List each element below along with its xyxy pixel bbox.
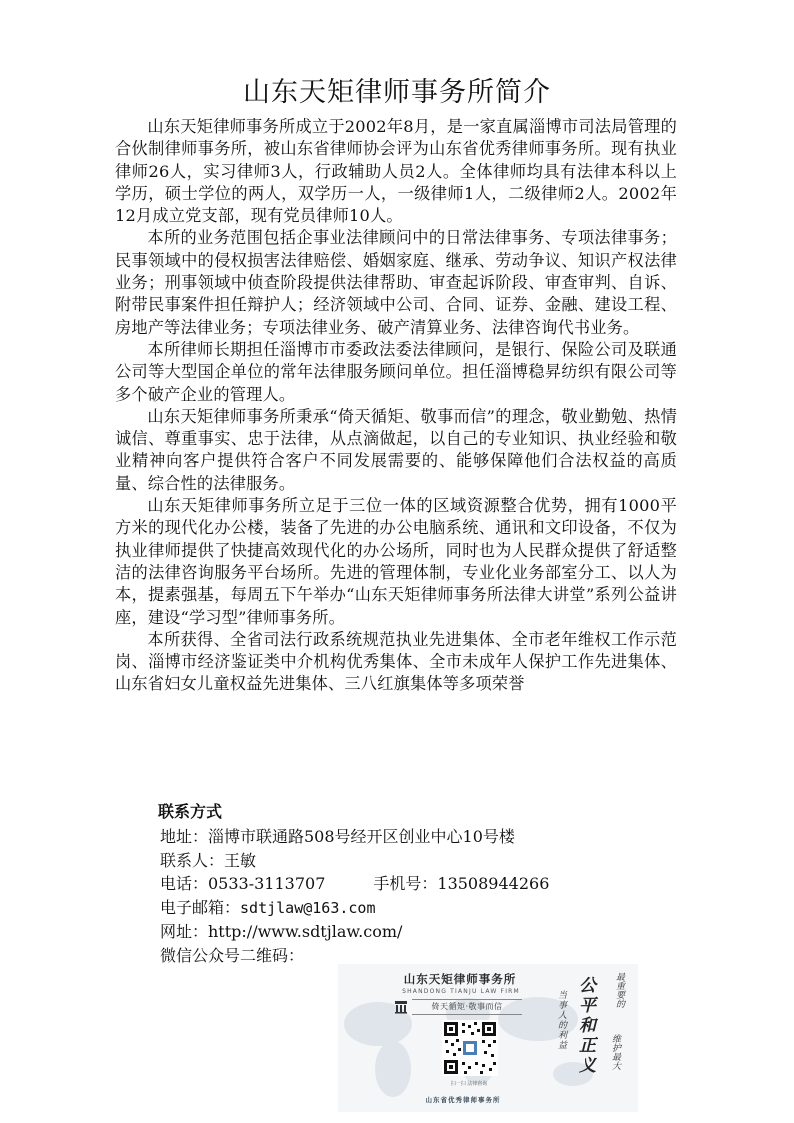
intro-body — [115, 116, 677, 696]
calligraphy-second-text: 维护最大 — [610, 1034, 620, 1070]
contact-heading: 联系方式 — [158, 802, 223, 821]
calligraphy-top-text: 最重要的 — [614, 972, 624, 1008]
page-title: 山东天矩律师事务所简介 — [243, 77, 551, 108]
paragraph-founding: 山东天矩律师事务所成立于2002年8月，是一家直属淄博市司法局管理的合伙制律师事务所，被山东省律师协会评为山东省优秀律师事务所。现有执业律师26人，实习律师3人，行政辅助人员2人。全体律师均具有法律本科以上学历，硕士学位的两人，双学历一人，一级律师1人，二级律师2人。2002年12月成立党支部，现有党员律师10人。 — [115, 117, 677, 226]
paragraph-philosophy: 山东天矩律师事务所秉承“倚天循矩、敬事而信”的理念，敬业勤勉、热情诚信、尊重事实、忠于法律，从点滴做起，以自己的专业知识、执业经验和敬业精神向客户提供符合客户不同发展需要的、能够保障他们合法权益的高质量、综合性的法律服务。 — [115, 406, 677, 493]
wechat-qr-code-icon[interactable] — [442, 1020, 498, 1076]
contact-email-label: 电子邮箱： — [160, 897, 241, 917]
banner-firm-name: 山东天矩律师事务所 — [403, 972, 517, 986]
contact-section — [160, 801, 680, 968]
calligraphy-side-text: 当事人的利益 — [556, 990, 566, 1050]
contact-website[interactable]: 网址：http://www.sdtjlaw.com/ — [160, 922, 403, 942]
contact-person: 联系人：王敏 — [160, 850, 257, 870]
banner-bottom-text: 山东省优秀律师事务所 — [425, 1096, 501, 1104]
paragraph-facilities: 山东天矩律师事务所立足于三位一体的区域资源整合优势，拥有1000平方米的现代化办公楼，装备了先进的办公电脑系统、通讯和文印设备，不仅为执业律师提供了快捷高效现代化的办公场所，同时也为人民群众提供了舒适整洁的法律咨询服务平台场所。先进的管理体制，专业化业务部室分工、以人为本，提素强基，每周五下午举办“山东天矩律师事务所法律大讲堂”系列公益讲座，建设“学习型”律师事务所。 — [115, 496, 677, 627]
banner-motto: 倚天循矩·敬事而信 — [412, 999, 522, 1015]
paragraph-clients: 本所律师长期担任淄博市市委政法委法律顾问，是银行、保险公司及联通公司等大型国企单位的常年法律服务顾问单位。担任淄博稳昇纺织有限公司等多个破产企业的管理人。 — [115, 339, 677, 404]
contact-email[interactable]: sdtjlaw@163.com — [240, 898, 376, 917]
calligraphy-main-text: 公平和正义 — [575, 976, 595, 1076]
qr-caption: 扫一扫 法律咨询 — [450, 1081, 488, 1087]
paragraph-business-scope: 本所的业务范围包括企事业法律顾问中的日常法律事务、专项法律事务；民事领域中的侵权损害法律赔偿、婚姻家庭、继承、劳动争议、知识产权法律业务；刑事领域中侦查阶段提供法律帮助、审查起诉阶段、审查审判、自诉、附带民事案件担任辩护人；经济领域中公司、合同、证券、金融、建设工程、房地产等法律业务；专项法律业务、破产清算业务、法律咨询代书业务。 — [115, 228, 677, 337]
paragraph-honors: 本所获得、全省司法行政系统规范执业先进集体、全市老年维权工作示范岗、淄博市经济鉴证类中介机构优秀集体、全市未成年人保护工作先进集体、山东省妇女儿童权益先进集体、三八红旗集体等多项荣誉 — [115, 629, 677, 694]
contact-address: 地址：淄博市联通路508号经开区创业中心10号楼 — [160, 827, 515, 846]
firm-logo-icon — [394, 1000, 408, 1014]
banner-firm-name-en: SHANDONG TIANJU LAW FIRM — [402, 988, 520, 995]
firm-banner-image — [338, 964, 638, 1112]
contact-phones — [160, 872, 680, 896]
contact-wechat: 微信公众号二维码： — [160, 945, 305, 965]
contact-mobile: 手机号：13508944266 — [373, 874, 550, 894]
contact-email-line — [160, 896, 680, 921]
contact-phone: 电话：0533-3113707 — [160, 874, 326, 894]
